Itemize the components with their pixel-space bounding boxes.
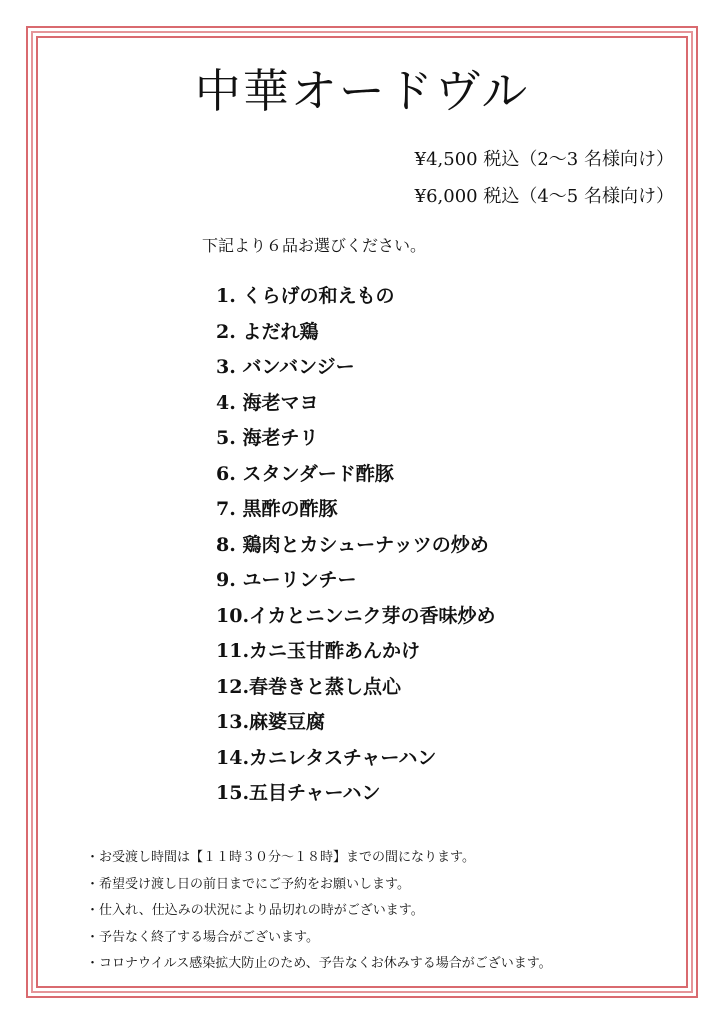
menu-item: 3. バンバンジー <box>216 356 355 378</box>
notes-list <box>86 848 552 981</box>
menu-item: 14.カニレタスチャーハン <box>216 746 437 769</box>
menu-item: 4. 海老マヨ <box>216 391 319 414</box>
note-item: ・予告なく終了する場合がございます。 <box>86 929 319 945</box>
menu-item: 6. スタンダード酢豚 <box>216 462 394 485</box>
note-item: ・コロナウイルス感染拡大防止のため、予告なくお休みする場合がございます。 <box>86 956 552 971</box>
selection-instruction: 下記より６品お選びください。 <box>202 236 427 255</box>
menu-item: 15.五目チャーハン <box>216 782 381 804</box>
menu-item: 11.カニ玉甘酢あんかけ <box>216 640 421 662</box>
price-large-set: ¥6,000 税込（4〜5 名様向け） <box>414 186 674 207</box>
page-title: 中華オードヴル <box>194 64 530 118</box>
menu-item: 9. ユーリンチー <box>216 569 357 591</box>
menu-item: 2. よだれ鶏 <box>216 320 319 343</box>
menu-item: 1. くらげの和えもの <box>216 285 395 307</box>
menu-item: 5. 海老チリ <box>216 427 319 449</box>
menu-item: 8. 鶏肉とカシューナッツの炒め <box>216 533 489 556</box>
note-item: ・お受渡し時間は【１１時３０分〜１８時】までの間になります。 <box>86 850 475 865</box>
menu-item: 12.春巻きと蒸し点心 <box>216 675 402 698</box>
note-item: ・希望受け渡し日の前日までにご予約をお願いします。 <box>86 876 410 892</box>
menu-item: 13.麻婆豆腐 <box>216 711 326 733</box>
note-item: ・仕入れ、仕込みの状況により品切れの時がございます。 <box>86 903 424 918</box>
menu-item: 10.イカとニンニク芽の香味炒め <box>216 604 496 627</box>
menu-list <box>216 282 496 815</box>
menu-item: 7. 黒酢の酢豚 <box>216 498 338 520</box>
price-small-set: ¥4,500 税込（2〜3 名様向け） <box>414 149 674 170</box>
